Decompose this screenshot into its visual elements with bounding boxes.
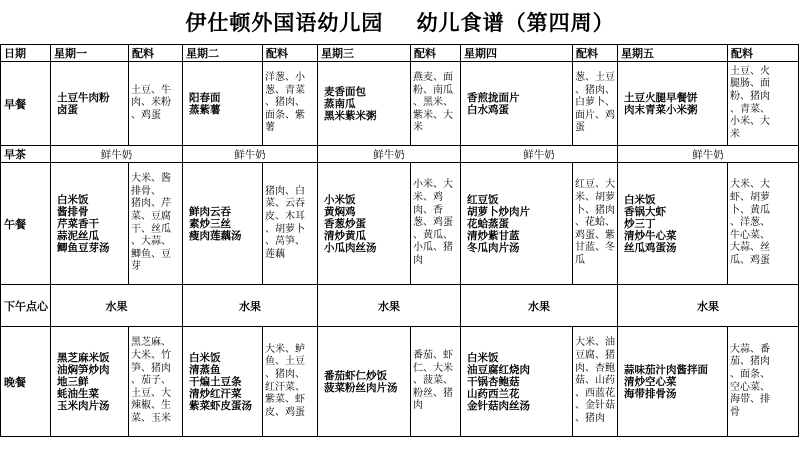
ingredient-line: 猪肉、芹: [131, 198, 171, 210]
meal-label: 早茶: [1, 146, 51, 163]
menu-subtitle: 幼儿食谱（第四周）: [416, 10, 615, 35]
ingredient-line: 仁、大米: [413, 362, 453, 374]
ingredients-header: 配料: [728, 45, 799, 62]
ingredients-header: 配料: [263, 45, 318, 62]
dish-cell: [461, 62, 573, 146]
ingredient-line: 、猪肉、: [265, 97, 305, 109]
dish-item: 土豆火腿早餐饼: [624, 91, 698, 104]
dish-item: 鲜肉云吞: [189, 205, 231, 218]
date-header: 日期: [1, 45, 51, 62]
ingredient-line: 虾、胡萝: [730, 192, 770, 204]
ingredient-line: 菜、云吞: [265, 198, 305, 210]
ingredient-line: 豆腐、猪: [575, 350, 615, 362]
ingredient-line: 菜、豆腐: [131, 210, 171, 222]
dish-item: 花蛤蒸蛋: [467, 217, 509, 230]
ingredient-line: 笋、猪肉: [131, 362, 171, 374]
ingredients-cell: [573, 62, 618, 146]
ingredient-line: 卜、猪肉: [575, 204, 615, 216]
ingredient-line: 土豆、火: [730, 65, 770, 77]
day-header: 星期一: [51, 45, 129, 62]
ingredient-line: 、莴笋、: [265, 236, 305, 248]
header-row: [1, 45, 799, 62]
ingredients-cell: [263, 327, 318, 437]
ingredient-line: 大米、竹: [131, 350, 171, 362]
ingredient-line: 燕麦、面: [413, 72, 453, 84]
ingredient-line: 、面条、: [730, 368, 770, 380]
ingredient-line: 皮、鸡蛋: [265, 406, 305, 418]
ingredient-line: 菇、山药: [575, 375, 615, 387]
ingredient-line: 粉丝、猪: [413, 387, 453, 399]
ingredient-line: 、菠菜、: [413, 375, 453, 387]
ingredient-line: 腿肠、面: [730, 78, 770, 90]
ingredient-line: 大米、鲈: [265, 343, 305, 355]
dish-item: 玉米肉片汤: [57, 399, 110, 412]
ingredient-line: 面片、鸡: [575, 109, 615, 121]
dish-item: 香锅大虾: [624, 205, 666, 218]
ingredient-line: 、大蒜、: [131, 236, 171, 248]
afternoon-snack-item: 水果: [183, 285, 318, 327]
ingredient-line: 、茄子、: [131, 375, 171, 387]
ingredient-line: 鱼、土豆: [265, 356, 305, 368]
ingredient-line: 番茄、虾: [413, 350, 453, 362]
ingredient-line: 薯: [265, 122, 275, 134]
ingredient-line: 米: [730, 128, 740, 140]
ingredients-cell: [263, 163, 318, 285]
day-header: 星期二: [183, 45, 263, 62]
ingredient-line: 、花蛤、: [575, 217, 615, 229]
ingredient-line: 粉、南瓜: [413, 84, 453, 96]
dish-cell: [461, 163, 573, 285]
dish-item: 黑米紫米粥: [324, 109, 377, 122]
dish-cell: [318, 163, 411, 285]
dish-item: 小米饭: [324, 193, 356, 206]
dish-item: 麦香面包: [324, 85, 366, 98]
ingredient-line: 、猪肉、: [575, 84, 615, 96]
ingredient-line: 蛋: [575, 122, 585, 134]
ingredient-line: 牛心菜、: [730, 229, 770, 241]
ingredient-line: 大蒜、番: [730, 343, 770, 355]
dish-cell: [318, 327, 411, 437]
ingredients-cell: [573, 327, 618, 437]
day-header: 星期五: [618, 45, 728, 62]
page-title: [0, 0, 800, 44]
ingredient-line: 米、鸡: [413, 192, 443, 204]
dish-cell: [183, 163, 263, 285]
ingredients-cell: [411, 327, 461, 437]
dish-cell: [618, 163, 728, 285]
ingredient-line: 菜、玉米: [131, 412, 171, 424]
dish-item: 地三鲜: [57, 375, 89, 388]
dish-item: 白米饭: [467, 351, 499, 364]
dish-item: 山药西兰花: [467, 387, 520, 400]
dish-item: 清炒红汗菜: [189, 387, 242, 400]
dish-item: 冬瓜肉片汤: [467, 241, 520, 254]
morning-tea-item: 鲜牛奶: [51, 146, 183, 163]
dish-cell: [51, 62, 129, 146]
ingredients-header: 配料: [573, 45, 618, 62]
afternoon-snack-item: 水果: [51, 285, 183, 327]
ingredients-cell: [129, 327, 183, 437]
ingredient-line: 、鸡蛋: [131, 109, 161, 121]
dish-item: 金针菇肉丝汤: [467, 399, 530, 412]
dish-item: 紫菜虾皮蛋汤: [189, 399, 252, 412]
ingredient-line: 肉、香: [413, 204, 443, 216]
dish-item: 素炒三丝: [189, 217, 231, 230]
morning-tea-item: 鲜牛奶: [618, 146, 799, 163]
ingredient-line: 米、胡萝: [575, 192, 615, 204]
ingredient-line: 土豆、牛: [131, 84, 171, 96]
dish-cell: [51, 327, 129, 437]
dish-item: 清蒸鱼: [189, 363, 221, 376]
ingredients-cell: [263, 62, 318, 146]
ingredient-line: 皮、木耳: [265, 210, 305, 222]
ingredients-cell: [728, 62, 799, 146]
ingredients-cell: [129, 163, 183, 285]
ingredient-line: 白萝卜、: [575, 97, 615, 109]
ingredient-line: 大米、酱: [131, 173, 171, 185]
dish-item: 胡萝卜炒肉片: [467, 205, 530, 218]
dish-item: 油豆腐红烧肉: [467, 363, 530, 376]
ingredient-line: 卜、黄瓜: [730, 204, 770, 216]
day-header: 星期三: [318, 45, 411, 62]
lunch-row: [1, 163, 799, 285]
ingredients-cell: [129, 62, 183, 146]
afternoon-snack-item: 水果: [461, 285, 618, 327]
ingredient-line: 、洋葱、: [730, 217, 770, 229]
ingredients-cell: [728, 327, 799, 437]
dish-item: 菠菜粉丝肉片汤: [324, 381, 398, 394]
ingredient-line: 猪肉、白: [265, 185, 305, 197]
dish-item: 香煎拢面片: [467, 91, 520, 104]
day-header: 星期四: [461, 45, 573, 62]
school-name: 伊仕顿外国语幼儿园: [185, 10, 384, 35]
dish-cell: [618, 62, 728, 146]
ingredient-line: 、西蓝花: [575, 387, 615, 399]
ingredient-line: 葱、鸡蛋: [413, 217, 453, 229]
ingredient-line: 排骨、: [131, 185, 161, 197]
ingredient-line: 粉、猪肉: [730, 90, 770, 102]
ingredient-line: 葱、土豆: [575, 72, 615, 84]
dish-item: 香葱炒蛋: [324, 217, 366, 230]
ingredient-line: 肉: [413, 400, 423, 412]
ingredients-header: 配料: [129, 45, 183, 62]
ingredient-line: 骨: [730, 406, 740, 418]
ingredient-line: 紫菜、虾: [265, 394, 305, 406]
dish-item: 炒三丁: [624, 217, 656, 230]
dish-item: 丝瓜鸡蛋汤: [624, 241, 677, 254]
ingredient-line: 大蒜、丝: [730, 242, 770, 254]
ingredient-line: 肉、杏鲍: [575, 362, 615, 374]
dish-item: 瘦肉莲藕汤: [189, 229, 242, 242]
morning-tea-item: 鲜牛奶: [318, 146, 461, 163]
ingredient-line: 芽: [131, 261, 141, 273]
dish-item: 油焖笋炒肉: [57, 363, 110, 376]
dish-item: 白米饭: [57, 193, 89, 206]
dish-cell: [183, 62, 263, 146]
meal-label: 早餐: [1, 62, 51, 146]
ingredient-line: 米: [413, 122, 423, 134]
dish-item: 卤蛋: [57, 103, 78, 116]
ingredient-line: 小米、大: [730, 116, 770, 128]
ingredient-line: 鲫鱼、豆: [131, 248, 171, 260]
dish-item: 鲫鱼豆芽汤: [57, 241, 110, 254]
ingredient-line: 大米、大: [730, 179, 770, 191]
dish-item: 白米饭: [189, 351, 221, 364]
dish-item: 海带排骨汤: [624, 387, 677, 400]
dish-item: 蒸南瓜: [324, 97, 356, 110]
menu-table: [0, 44, 799, 437]
ingredient-line: 、猪肉、: [265, 368, 305, 380]
afternoon-snack-item: 水果: [318, 285, 461, 327]
dish-item: 清炒空心菜: [624, 375, 677, 388]
ingredient-line: 干、丝瓜: [131, 223, 171, 235]
ingredient-line: 、青菜、: [730, 103, 770, 115]
morning-tea-item: 鲜牛奶: [183, 146, 318, 163]
dish-cell: [318, 62, 411, 146]
ingredient-line: 、金针菇: [575, 400, 615, 412]
ingredients-cell: [411, 163, 461, 285]
ingredient-line: 紫米、大: [413, 109, 453, 121]
dish-item: 清炒黄瓜: [324, 229, 366, 242]
dish-cell: [461, 327, 573, 437]
meal-label: 午餐: [1, 163, 51, 285]
ingredient-line: 瓜、鸡蛋: [730, 254, 770, 266]
ingredient-line: 茄、猪肉: [730, 356, 770, 368]
dish-item: 番茄虾仁炒饭: [324, 369, 387, 382]
dish-item: 蒜味茄汁肉酱拌面: [624, 363, 708, 376]
ingredient-line: 瓜: [575, 254, 585, 266]
dish-item: 芹菜香干: [57, 217, 99, 230]
ingredients-cell: [411, 62, 461, 146]
ingredient-line: 肉: [413, 254, 423, 266]
ingredient-line: 、猪肉: [575, 412, 605, 424]
ingredient-line: 空心菜、: [730, 381, 770, 393]
ingredient-line: 甘蓝、冬: [575, 242, 615, 254]
ingredient-line: 肉、米粉: [131, 97, 171, 109]
afternoon-row: [1, 285, 799, 327]
ingredient-line: 小瓜、猪: [413, 242, 453, 254]
dish-item: 清炒牛心菜: [624, 229, 677, 242]
dish-item: 蚝油生菜: [57, 387, 99, 400]
ingredient-line: 红汗菜、: [265, 381, 305, 393]
dish-item: 肉末青菜小米粥: [624, 103, 698, 116]
ingredients-header: 配料: [411, 45, 461, 62]
morning-tea-item: 鲜牛奶: [461, 146, 618, 163]
ingredient-line: 葱、青菜: [265, 84, 305, 96]
ingredient-line: 、黑米、: [413, 97, 453, 109]
ingredient-line: 小米、大: [413, 179, 453, 191]
dish-item: 干锅杏鲍菇: [467, 375, 520, 388]
meal-label: 下午点心: [1, 285, 51, 327]
dish-cell: [183, 327, 263, 437]
dish-item: 黑芝麻米饭: [57, 351, 110, 364]
meal-label: 晚餐: [1, 327, 51, 437]
ingredient-line: 、胡萝卜: [265, 223, 305, 235]
dish-item: 清炒紫甘蓝: [467, 229, 520, 242]
dish-item: 白水鸡蛋: [467, 103, 509, 116]
dish-item: 小瓜肉丝汤: [324, 241, 377, 254]
dish-item: 阳春面: [189, 91, 221, 104]
dinner-row: [1, 327, 799, 437]
ingredient-line: 大米、油: [575, 337, 615, 349]
ingredient-line: 面条、紫: [265, 109, 305, 121]
dish-item: 干煸土豆条: [189, 375, 242, 388]
ingredient-line: 辣椒、生: [131, 400, 171, 412]
dish-cell: [51, 163, 129, 285]
ingredient-line: 鸡蛋、紫: [575, 229, 615, 241]
dish-item: 土豆牛肉粉: [57, 91, 110, 104]
ingredient-line: 洋葱、小: [265, 72, 305, 84]
dish-item: 黄焖鸡: [324, 205, 356, 218]
ingredient-line: 土豆、大: [131, 387, 171, 399]
ingredient-line: 黑芝麻、: [131, 337, 171, 349]
breakfast-row: [1, 62, 799, 146]
dish-item: 蒸紫薯: [189, 103, 221, 116]
ingredients-cell: [728, 163, 799, 285]
ingredient-line: 红豆、大: [575, 179, 615, 191]
ingredient-line: 海带、排: [730, 394, 770, 406]
afternoon-snack-item: 水果: [618, 285, 799, 327]
dish-item: 白米饭: [624, 193, 656, 206]
ingredient-line: 、黄瓜、: [413, 229, 453, 241]
ingredient-line: 莲藕: [265, 248, 285, 260]
morning_tea-row: [1, 146, 799, 163]
dish-item: 酱排骨: [57, 205, 89, 218]
dish-cell: [618, 327, 728, 437]
dish-item: 红豆饭: [467, 193, 499, 206]
ingredients-cell: [573, 163, 618, 285]
dish-item: 蒜泥丝瓜: [57, 229, 99, 242]
